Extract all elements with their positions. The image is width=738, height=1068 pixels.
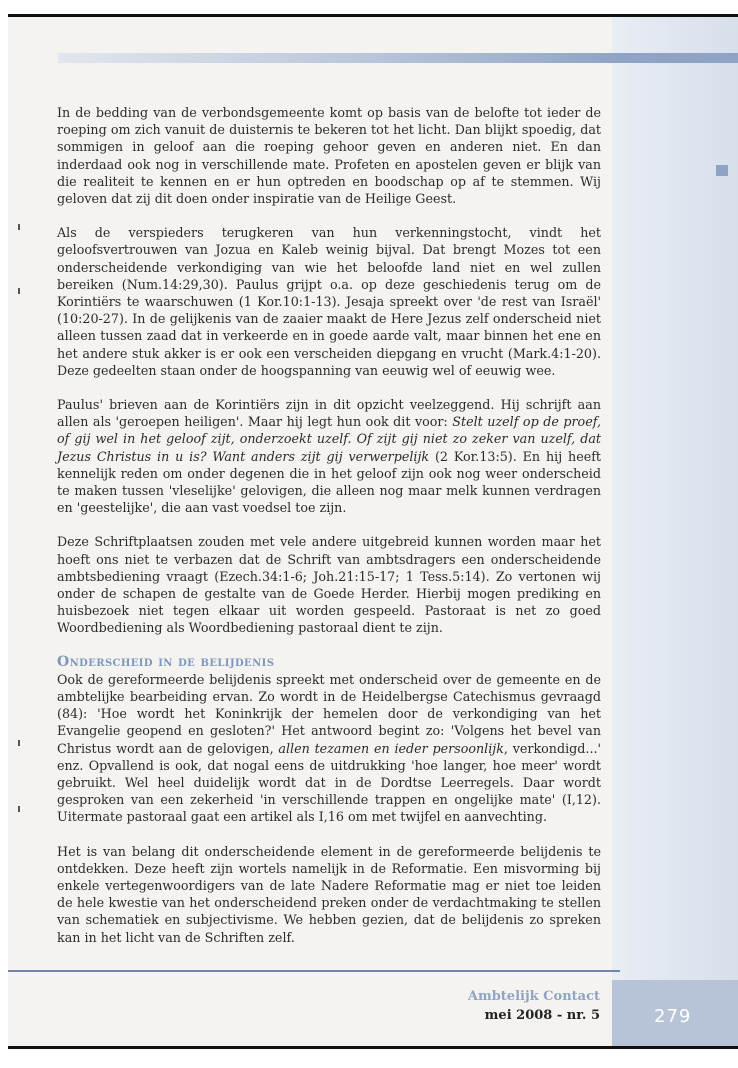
paragraph-5-text-a: Ook de gereformeerde belijdenis spreekt met onderscheid over de gemeente en de ambtelijke bearbeiding ervan. Zo wordt in de Heidelbergse Catechismus gevraagd (84): 'Hoe wordt het Koninkrijk der hemelen door de verkondiging van het Evangelie geopend en gesloten?' Het antwoord begint zo: 'Volgens het bevel van Christus wordt aan de gelovigen,: [57, 671, 601, 756]
paragraph-5: [57, 671, 601, 826]
margin-tick: [18, 806, 20, 812]
paragraph-4: Deze Schriftplaatsen zouden met vele andere uitgebreid kunnen worden maar het hoeft ons niet te verbazen dat de Schrift van ambtsdragers een onderscheidende ambtsbediening vraagt (Ezech.34:1-6; Joh.21:15-17; 1 Tess.5:14). Zo vertonen wij onder de schapen de gestalte van de Goede Herder. Hierbij mogen prediking en huisbezoek niet tegen elkaar uit worden gespeeld. Pastoraat is net zo goed Woordbediening als Woordbediening pastoraal dient te zijn.: [57, 534, 601, 636]
bottom-rule: [8, 1046, 738, 1049]
page-left-edge: [0, 14, 8, 1049]
footer: [400, 988, 600, 1026]
paragraph-6: Het is van belang dit onderscheidende element in de gereformeerde belijdenis te ontdekken. Deze heeft zijn wortels namelijk in de Reformatie. Een misvorming bij enkele vertegenwoordigers van de late Nadere Reformatie mag er niet toe leiden de hele kwestie van het onderscheidend preken onder de verdachtmaking te stellen van schematiek en subjectivisme. We hebben gezien, dat de belijdenis zo spreken kan in het licht van de Schriften zelf.: [57, 843, 601, 945]
page-number: 279: [654, 1006, 692, 1027]
issue-label: mei 2008 - nr. 5: [484, 1008, 600, 1023]
paragraph-1: In de bedding van de verbondsgemeente komt op basis van de belofte tot ieder de roeping om zich vanuit de duisternis te bekeren tot het licht. Dan blijkt spoedig, dat sommigen in geloof aan die roeping gehoor geven en anderen niet. En dan inderdaad ook nog in verschillende mate. Profeten en apostelen geven er blijk van die realiteit te kennen en er hun optreden en boodschap op af te stemmen. Wij geloven dat zij dit doen onder inspiratie van de Heilige Geest.: [57, 105, 601, 207]
header-band: [58, 53, 618, 63]
margin-tick: [18, 288, 20, 294]
side-marker: [716, 165, 728, 176]
paragraph-5-emphasis: allen tezamen en ieder persoonlijk: [278, 740, 504, 756]
paragraph-3: [57, 396, 601, 516]
paragraph-3-quote: Stelt uzelf op de proef, of gij wel in het geloof zijt, onderzoekt uzelf. Of zijt gij niet zo zeker van uzelf, dat Jezus Christus in u is? Want anders zijt gij verwerpelijk: [57, 414, 601, 464]
paragraph-2: Als de verspieders terugkeren van hun verkenningstocht, vindt het geloofsvertrouwen van Jozua en Kaleb weinig bijval. Dat brengt Mozes tot een onderscheidende verkondiging van wie het beloofde land niet en wel zullen bereiken (Num.14:29,30). Paulus grijpt o.a. op deze geschiedenis terug om de Korintiërs te waarschuwen (1 Kor.10:1-13). Jesaja spreekt over 'de rest van Israël' (10:20-27). In de gelijkenis van de zaaier maakt de Here Jezus zelf onderscheid niet alleen tussen zaad dat in verkeerde en in goede aarde valt, maar binnen het ene en het andere stuk akker is er ook een verscheiden diepgang en vrucht (Mark.4:1-20). Deze gedeelten staan onder de hoogspanning van eeuwig wel of eeuwig wee.: [57, 225, 601, 378]
footer-rule: [8, 970, 620, 972]
right-column-header-block: [612, 53, 738, 63]
section-heading: Onderscheid in de belijdenis: [57, 653, 275, 670]
paragraph-5-text-b: , verkondigd...' enz. Opvallend is ook, dat nogal eens de uitdrukking 'hoe langer, hoe meer' wordt gebruikt. Wel heel duidelijk wordt dat in de Dordtse Leerregels. Daar wordt gesproken van een zekerheid 'in verschillende trappen en ongelijke mate' (I,12). Uitermate pastoraal gaat een artikel als I,16 om met twijfel en aanvechting.: [57, 740, 601, 825]
article-body: [57, 104, 601, 946]
magazine-title: Ambtelijk Contact: [467, 989, 600, 1004]
paragraph-3-text-b: (2 Kor.13:5). En hij heeft kennelijk reden om onder degenen die in het geloof zijn ook nog weer onderscheid te maken tussen 'vleselijke' gelovigen, die alleen nog maar melk kunnen verdragen en 'geestelijke', die aan vast voedsel toe zijn.: [57, 448, 601, 516]
margin-tick: [18, 224, 20, 230]
paragraph-3-text-a: Paulus' brieven aan de Korintiërs zijn in dit opzicht veelzeggend. Hij schrijft aan allen als 'geroepen heiligen'. Maar hij legt hun ook dit voor:: [57, 397, 601, 430]
margin-tick: [18, 740, 20, 746]
